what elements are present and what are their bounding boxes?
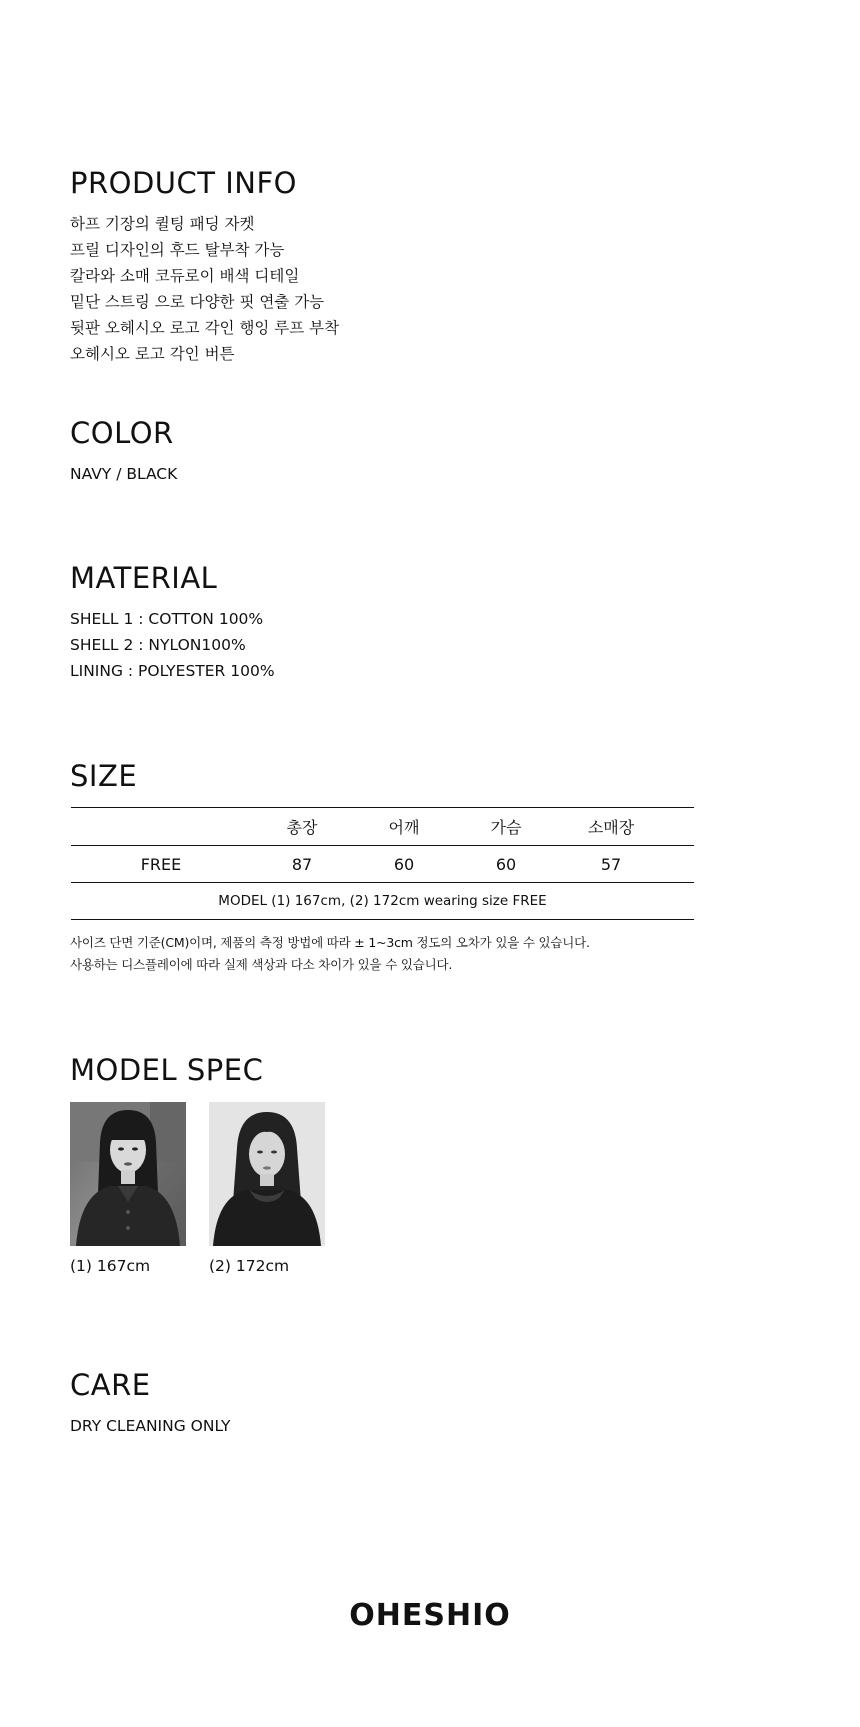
product-info-line: 뒷판 오헤시오 로고 각인 행잉 루프 부착 — [70, 319, 340, 337]
size-note: 사이즈 단면 기준(CM)이며, 제품의 측정 방법에 따라 ± 1~3cm 정도의 오차가 있을 수 있습니다. — [70, 935, 590, 950]
color-list — [70, 461, 177, 487]
size-cell: 60 — [353, 846, 455, 883]
size-cell: FREE — [71, 846, 251, 883]
product-info-line: 하프 기장의 퀼팅 패딩 자켓 — [70, 215, 255, 233]
material-list — [70, 606, 275, 684]
size-model-note: MODEL (1) 167cm, (2) 172cm wearing size FREE — [71, 883, 694, 920]
size-table-row — [71, 846, 694, 883]
size-header-cell: 어깨 — [353, 808, 455, 846]
product-info-list — [70, 211, 339, 367]
size-table-model-row — [71, 883, 694, 920]
model-card — [70, 1102, 186, 1276]
model-1-photo — [70, 1102, 186, 1246]
size-note: 사용하는 디스플레이에 따라 실제 색상과 다소 차이가 있을 수 있습니다. — [70, 957, 453, 972]
model-spec-title: MODEL SPEC — [70, 1053, 264, 1087]
product-info-line: 칼라와 소매 코듀로이 배색 디테일 — [70, 267, 300, 285]
material-line: LINING : POLYESTER 100% — [70, 662, 275, 680]
care-value: DRY CLEANING ONLY — [70, 1417, 231, 1435]
size-title: SIZE — [70, 759, 138, 793]
product-info-line: 프릴 디자인의 후드 탈부착 가능 — [70, 241, 285, 259]
model-card — [209, 1102, 325, 1276]
product-info-title: PRODUCT INFO — [70, 166, 297, 200]
product-info-line: 오헤시오 로고 각인 버튼 — [70, 345, 235, 363]
size-table — [71, 807, 694, 920]
size-cell: 87 — [251, 846, 353, 883]
color-title: COLOR — [70, 416, 174, 450]
product-info-line: 밑단 스트링 으로 다양한 핏 연출 가능 — [70, 293, 325, 311]
model-2-photo — [209, 1102, 325, 1246]
size-header-cell: 총장 — [251, 808, 353, 846]
material-title: MATERIAL — [70, 561, 218, 595]
care-title: CARE — [70, 1368, 151, 1402]
size-cell: 57 — [557, 846, 665, 883]
size-notes — [70, 932, 590, 976]
color-value: NAVY / BLACK — [70, 465, 178, 483]
material-line: SHELL 1 : COTTON 100% — [70, 610, 264, 628]
model-caption: (2) 172cm — [209, 1257, 290, 1275]
size-cell: 60 — [455, 846, 557, 883]
size-header-cell: 소매장 — [557, 808, 665, 846]
size-table-header — [71, 808, 694, 846]
size-header-cell: 가슴 — [455, 808, 557, 846]
care-list — [70, 1413, 231, 1439]
model-caption: (1) 167cm — [70, 1257, 151, 1275]
material-line: SHELL 2 : NYLON100% — [70, 636, 246, 654]
size-header-cell — [71, 808, 251, 846]
brand-logo: OHESHIO — [349, 1598, 511, 1633]
